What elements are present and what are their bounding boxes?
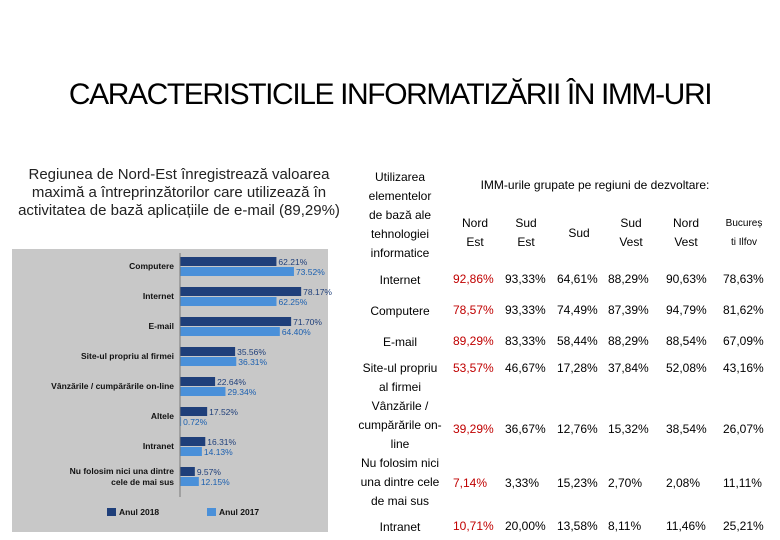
category-label: Vânzările / cumpărările on-line [51, 381, 174, 391]
table-cell: 92,86% [453, 272, 494, 286]
corner-header-line: de bază ale [368, 208, 432, 222]
category-label: Computere [129, 261, 174, 271]
bar-2017 [180, 447, 202, 456]
column-header: Vest [619, 235, 643, 249]
data-label: 0.72% [183, 417, 208, 427]
table-cell: 46,67% [505, 361, 546, 375]
table-cell: 15,32% [608, 422, 649, 436]
row-label: line [390, 437, 410, 451]
category-label: Altele [150, 411, 174, 421]
legend-label: Anul 2018 [119, 507, 160, 517]
table-cell: 94,79% [666, 303, 707, 317]
row-label: Internet [379, 273, 421, 287]
column-header: Sud [568, 226, 590, 240]
table-cell: 88,54% [666, 334, 707, 348]
data-label: 62.25% [278, 297, 308, 307]
data-label: 78.17% [303, 287, 333, 297]
table-cell: 36,67% [505, 422, 546, 436]
bar-2017 [180, 327, 280, 336]
category-label: cele de mai sus [111, 477, 174, 487]
bar-2018 [180, 287, 301, 296]
data-label: 35.56% [237, 347, 266, 357]
legend-swatch [107, 508, 116, 516]
bar-2017 [180, 477, 199, 486]
table-cell: 88,29% [608, 334, 649, 348]
bar-2017 [180, 267, 294, 276]
data-label: 71.70% [293, 317, 322, 327]
bar-2018 [180, 347, 235, 356]
table-cell: 39,29% [453, 422, 494, 436]
column-header: Est [466, 235, 484, 249]
table-cell: 7,14% [453, 476, 488, 490]
bar-2018 [180, 377, 215, 386]
table-cell: 20,00% [505, 519, 546, 533]
page-title: CARACTERISTICILE INFORMATIZĂRII ÎN IMM-URI [68, 78, 712, 111]
data-label: 64.40% [281, 327, 311, 337]
table-cell: 11,11% [723, 476, 762, 490]
row-label: Computere [370, 304, 430, 318]
table-cell: 58,44% [557, 334, 598, 348]
table-cell: 93,33% [505, 303, 546, 317]
table-cell: 88,29% [608, 272, 649, 286]
table-cell: 43,16% [723, 361, 764, 375]
row-label: Intranet [379, 520, 421, 534]
bar-2017 [180, 387, 225, 396]
column-header: Bucureș [725, 218, 763, 229]
column-header: Nord [672, 216, 699, 230]
table-cell: 64,61% [557, 272, 598, 286]
table-cell: 15,23% [557, 476, 598, 490]
table-cell: 78,63% [723, 272, 764, 286]
data-label: 36.31% [238, 357, 268, 367]
table-cell: 8,11% [608, 519, 642, 533]
data-label: 14.13% [203, 447, 233, 457]
table-cell: 2,70% [608, 476, 643, 490]
row-label: al firmei [378, 380, 421, 394]
corner-header-line: Utilizarea [374, 170, 425, 184]
table-cell: 26,07% [723, 422, 764, 436]
data-label: 12.15% [200, 477, 230, 487]
table-cell: 10,71% [453, 519, 494, 533]
row-label: E-mail [382, 335, 417, 349]
table-cell: 17,28% [557, 361, 598, 375]
table-cell: 52,08% [666, 361, 707, 375]
data-label: 29.34% [227, 387, 257, 397]
data-label: 22.64% [217, 377, 246, 387]
column-header: Est [517, 235, 535, 249]
column-header: Sud [620, 216, 642, 230]
category-label: Intranet [142, 441, 174, 451]
data-label: 9.57% [196, 467, 221, 477]
table-cell: 78,57% [453, 303, 494, 317]
bar-2018 [180, 467, 195, 476]
table-cell: 37,84% [608, 361, 649, 375]
table-cell: 13,58% [557, 519, 598, 533]
category-label: E-mail [148, 321, 174, 331]
column-header: Vest [674, 235, 698, 249]
category-label: Site-ul propriu al firmei [80, 351, 174, 361]
category-label: Nu folosim nici una dintre [69, 466, 174, 476]
table-cell: 2,08% [666, 476, 701, 490]
column-header: Nord [461, 216, 488, 230]
row-label: una dintre cele [360, 475, 440, 489]
bar-chart [12, 249, 333, 532]
table-cell: 11,46% [666, 519, 706, 533]
column-header: ti Ilfov [730, 237, 758, 248]
table-cell: 74,49% [557, 303, 598, 317]
table-cell: 93,33% [505, 272, 546, 286]
bar-2018 [180, 257, 276, 266]
table-cell: 12,76% [557, 422, 598, 436]
bar-2017 [180, 297, 276, 306]
table-cell: 87,39% [608, 303, 649, 317]
table-cell: 3,33% [505, 476, 540, 490]
group-header: IMM-urile grupate pe regiuni de dezvoltare: [480, 178, 710, 192]
data-label: 17.52% [209, 407, 238, 417]
chart-caption: Regiunea de Nord-Est înregistrează valoarea maximă a întreprinzătorilor care utilizează în activitatea de bază aplicațiile de e-mail (89,29%) [18, 166, 340, 219]
column-header: Sud [515, 216, 537, 230]
bar-2018 [180, 317, 291, 326]
table-cell: 81,62% [723, 303, 764, 317]
corner-header-line: tehnologiei [370, 227, 430, 241]
legend-label: Anul 2017 [219, 507, 260, 517]
corner-header-line: elementelor [368, 189, 432, 203]
row-label: Nu folosim nici [360, 456, 440, 470]
corner-header-line: informatice [370, 246, 430, 260]
row-label: Site-ul propriu [362, 361, 438, 375]
table-cell: 38,54% [666, 422, 707, 436]
table-cell: 90,63% [666, 272, 707, 286]
data-label: 73.52% [295, 267, 325, 277]
bar-2018 [180, 437, 205, 446]
row-label: Vânzările / [371, 399, 429, 413]
data-label: 16.31% [207, 437, 237, 447]
table-cell: 53,57% [453, 361, 494, 375]
bar-2018 [180, 407, 207, 416]
table-cell: 67,09% [723, 334, 764, 348]
row-label: de mai sus [370, 494, 430, 508]
legend-swatch [207, 508, 216, 516]
bar-chart-svg [12, 249, 333, 532]
category-label: Internet [142, 291, 174, 301]
row-label: cumpărările on- [358, 418, 442, 432]
bar-2017 [180, 357, 236, 366]
table-cell: 89,29% [453, 334, 494, 348]
table-cell: 83,33% [505, 334, 546, 348]
data-label: 62.21% [278, 257, 308, 267]
table-cell: 25,21% [723, 519, 764, 533]
